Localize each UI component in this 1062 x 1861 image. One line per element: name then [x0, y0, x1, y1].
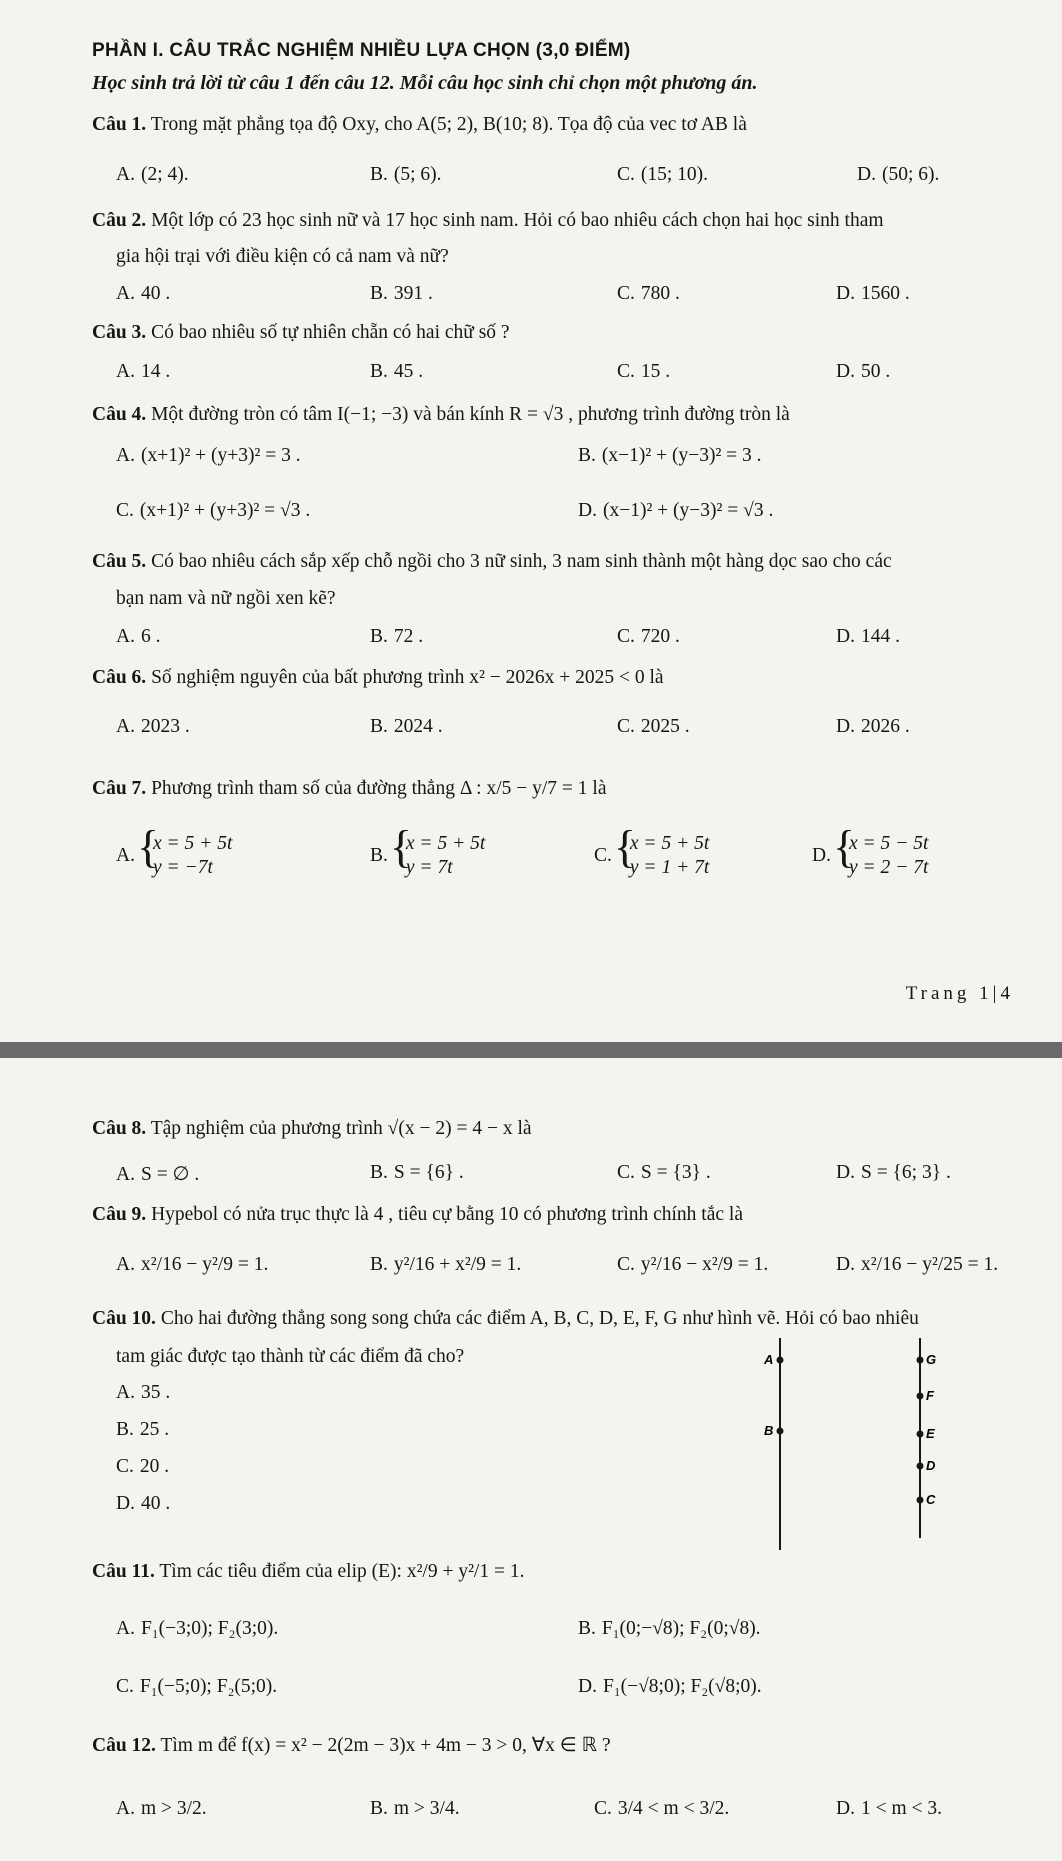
label-e: E	[926, 1426, 935, 1441]
q12-option-c[interactable]: C. 3/4 < m < 3/2.	[594, 1798, 730, 1819]
q4-option-c[interactable]: C. (x+1)² + (y+3)² = √3 .	[116, 500, 311, 521]
question-2: Câu 2. Một lớp có 23 học sinh nữ và 17 học sinh nam. Hỏi có bao nhiêu cách chọn hai học sinh tham	[92, 210, 884, 231]
q2-option-d[interactable]: D. 1560 .	[836, 283, 910, 304]
q7-option-d[interactable]: D. { x = 5 − 5t y = 2 − 7t	[812, 832, 928, 881]
q9-option-d[interactable]: D. x²/16 − y²/25 = 1.	[836, 1254, 999, 1275]
q11-option-c[interactable]: C. F₁(−5;0); F₂(5;0).	[116, 1676, 278, 1697]
question-4: Câu 4. Một đường tròn có tâm I(−1; −3) và bán kính R = √3 , phương trình đường tròn là	[92, 404, 790, 425]
q5-option-b[interactable]: B. 72 .	[370, 626, 424, 647]
page-footer: Trang 1|4	[905, 983, 1014, 1004]
question-5-line2: bạn nam và nữ ngồi xen kẽ?	[116, 588, 336, 609]
question-text: Trong mặt phẳng tọa độ Oxy, cho A(5; 2), B(10; 8). Tọa độ của vec tơ AB là	[150, 114, 747, 135]
q7-option-b[interactable]: B. { x = 5 + 5t y = 7t	[370, 832, 485, 881]
q6-option-c[interactable]: C. 2025 .	[617, 716, 690, 737]
label-g: G	[926, 1352, 937, 1367]
q3-option-a[interactable]: A. 14 .	[116, 361, 171, 382]
point-f	[917, 1393, 924, 1400]
q10-option-c[interactable]: C. 20 .	[116, 1456, 170, 1477]
q5-option-d[interactable]: D. 144 .	[836, 626, 900, 647]
q10-option-a[interactable]: A. 35 .	[116, 1382, 171, 1403]
point-d	[917, 1463, 924, 1470]
label-d: D	[926, 1458, 936, 1473]
q11-option-d[interactable]: D. F₁(−√8;0); F₂(√8;0).	[578, 1676, 762, 1697]
q2-option-a[interactable]: A. 40 .	[116, 283, 171, 304]
q1-option-b[interactable]: B. (5; 6).	[370, 164, 442, 185]
parallel-lines-figure	[760, 1338, 960, 1553]
q8-option-a[interactable]: A. S = ∅ .	[116, 1164, 200, 1185]
question-1	[92, 114, 747, 136]
q7-option-a[interactable]: A. { x = 5 + 5t y = −7t	[116, 832, 232, 881]
q11-option-a[interactable]: A. F₁(−3;0); F₂(3;0).	[116, 1618, 279, 1639]
page-2	[0, 1058, 1062, 1861]
question-label: Câu 1.	[92, 114, 147, 135]
question-10-line2: tam giác được tạo thành từ các điểm đã cho?	[116, 1346, 465, 1367]
q6-option-a[interactable]: A. 2023 .	[116, 716, 190, 737]
q9-option-c[interactable]: C. y²/16 − x²/9 = 1.	[617, 1254, 769, 1275]
q2-option-c[interactable]: C. 780 .	[617, 283, 680, 304]
q4-option-a[interactable]: A. (x+1)² + (y+3)² = 3 .	[116, 445, 301, 466]
q4-option-d[interactable]: D. (x−1)² + (y−3)² = √3 .	[578, 500, 774, 521]
q5-option-a[interactable]: A. 6 .	[116, 626, 161, 647]
question-12: Câu 12. Tìm m để f(x) = x² − 2(2m − 3)x + 4m − 3 > 0, ∀x ∈ ℝ ?	[92, 1735, 611, 1756]
question-2-line2: gia hội trại với điều kiện có cả nam và nữ?	[116, 246, 449, 267]
q11-option-b[interactable]: B. F₁(0;−√8); F₂(0;√8).	[578, 1618, 761, 1639]
question-9: Câu 9. Hypebol có nửa trục thực là 4 , tiêu cự bằng 10 có phương trình chính tắc là	[92, 1204, 743, 1225]
point-e	[917, 1431, 924, 1438]
q12-option-d[interactable]: D. 1 < m < 3.	[836, 1798, 943, 1819]
q1-option-c[interactable]: C. (15; 10).	[617, 164, 709, 185]
q1-option-a[interactable]: A. (2; 4).	[116, 164, 189, 185]
q8-option-c[interactable]: C. S = {3} .	[617, 1162, 711, 1183]
point-c	[917, 1497, 924, 1504]
question-10: Câu 10. Cho hai đường thẳng song song chứa các điểm A, B, C, D, E, F, G như hình vẽ. Hỏi có bao nhiêu	[92, 1308, 919, 1329]
q9-option-a[interactable]: A. x²/16 − y²/9 = 1.	[116, 1254, 269, 1275]
q2-option-b[interactable]: B. 391 .	[370, 283, 433, 304]
q3-option-c[interactable]: C. 15 .	[617, 361, 671, 382]
label-a: A	[764, 1352, 774, 1367]
question-11: Câu 11. Tìm các tiêu điểm của elip (E): x²/9 + y²/1 = 1.	[92, 1561, 525, 1582]
q9-option-b[interactable]: B. y²/16 + x²/9 = 1.	[370, 1254, 522, 1275]
q10-option-d[interactable]: D. 40 .	[116, 1493, 171, 1514]
q1-option-d[interactable]: D. (50; 6).	[857, 164, 940, 185]
question-5: Câu 5. Có bao nhiêu cách sắp xếp chỗ ngồi cho 3 nữ sinh, 3 nam sinh thành một hàng dọc sao cho các	[92, 551, 892, 572]
instructions: Học sinh trả lời từ câu 1 đến câu 12. Mỗi câu học sinh chỉ chọn một phương án.	[92, 72, 758, 94]
question-6: Câu 6. Số nghiệm nguyên của bất phương trình x² − 2026x + 2025 < 0 là	[92, 667, 664, 688]
q3-option-d[interactable]: D. 50 .	[836, 361, 891, 382]
q4-option-b[interactable]: B. (x−1)² + (y−3)² = 3 .	[578, 445, 762, 466]
q8-option-d[interactable]: D. S = {6; 3} .	[836, 1162, 951, 1183]
section-title: PHẦN I. CÂU TRẮC NGHIỆM NHIỀU LỰA CHỌN (3,0 ĐIỂM)	[92, 40, 631, 61]
q7-option-c[interactable]: C. { x = 5 + 5t y = 1 + 7t	[594, 832, 709, 881]
q12-option-a[interactable]: A. m > 3/2.	[116, 1798, 207, 1819]
point-a	[777, 1357, 784, 1364]
label-f: F	[926, 1388, 934, 1403]
question-8: Câu 8. Tập nghiệm của phương trình √(x − 2) = 4 − x là	[92, 1118, 532, 1139]
label-c: C	[926, 1492, 936, 1507]
q10-option-b[interactable]: B. 25 .	[116, 1419, 170, 1440]
q8-option-b[interactable]: B. S = {6} .	[370, 1162, 464, 1183]
q5-option-c[interactable]: C. 720 .	[617, 626, 680, 647]
q6-option-d[interactable]: D. 2026 .	[836, 716, 910, 737]
point-b	[777, 1428, 784, 1435]
question-7: Câu 7. Phương trình tham số của đường thẳng Δ : x/5 − y/7 = 1 là	[92, 778, 607, 799]
question-3: Câu 3. Có bao nhiêu số tự nhiên chẵn có hai chữ số ?	[92, 322, 510, 343]
point-g	[917, 1357, 924, 1364]
q12-option-b[interactable]: B. m > 3/4.	[370, 1798, 460, 1819]
q6-option-b[interactable]: B. 2024 .	[370, 716, 443, 737]
label-b: B	[764, 1423, 774, 1438]
q3-option-b[interactable]: B. 45 .	[370, 361, 424, 382]
